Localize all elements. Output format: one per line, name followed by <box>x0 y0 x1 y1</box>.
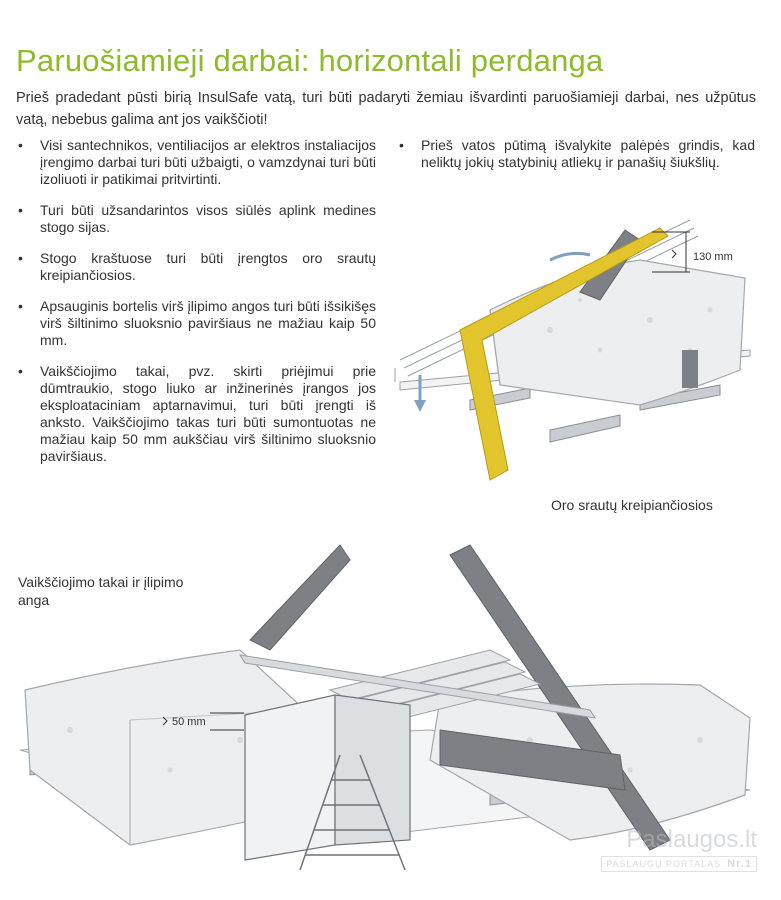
watermark-sub-text: PASLAUGŲ PORTALAS <box>606 859 722 869</box>
list-item: • Visi santechnikos, ventiliacijos ar elektros instaliacijos įrengimo darbai turi būti užbaigti, o vamzdynai turi būti izoliuoti ir patikimai pritvirtinti. <box>14 137 376 188</box>
intro-paragraph: Prieš pradedant pūsti birią InsulSafe vatą, turi būti padaryti žemiau išvardinti paruošiamieji darbai, nes užpūtus vatą, nebebus galima ant jos vaikščioti! <box>16 89 756 128</box>
watermark-rank: Nr.1 <box>727 858 752 870</box>
page-title: Paruošiamieji darbai: horizontali perdanga <box>16 42 604 78</box>
list-item: • Turi būti užsandarintos visos siūlės aplink medines stogo sijas. <box>14 202 376 236</box>
roof-edge-illustration <box>390 200 770 500</box>
figure-caption: Vaikščiojimo takai ir įlipimo anga <box>18 574 184 608</box>
watermark-brand: Paslaugos.lt <box>626 826 757 853</box>
figure-caption: Oro srautų kreipiančiosios <box>551 497 713 513</box>
dimension-label: 50 mm <box>172 716 206 728</box>
list-item: • Prieš vatos pūtimą išvalykite palėpės grindis, kad neliktų jokių statybinių atliekų ir panašių šiukšlių. <box>395 137 755 171</box>
watermark <box>601 826 757 872</box>
list-item: • Vaikščiojimo takai, pvz. skirti priėjimui prie dūmtraukio, stogo liuko ar inžinerinės įrangos jos eksploataciniam aptarnavimui, turi būti įrengti iš anksto. Vaikščiojimo takas turi būti sumontuotas ne mažiau kaip 50 mm aukščiau virš šiltinimo sluoksnio paviršiaus. <box>14 363 376 465</box>
list-item: • Apsauginis bortelis virš įlipimo angos turi būti išsikišęs virš šiltinimo sluoksnio paviršiaus ne mažiau kaip 50 mm. <box>14 298 376 349</box>
right-bullet-list <box>395 137 755 185</box>
watermark-sub <box>601 856 757 872</box>
left-bullet-list <box>14 137 376 479</box>
dimension-label: 130 mm <box>693 251 733 263</box>
list-item: • Stogo kraštuose turi būti įrengtos oro srautų kreipiančiosios. <box>14 250 376 284</box>
